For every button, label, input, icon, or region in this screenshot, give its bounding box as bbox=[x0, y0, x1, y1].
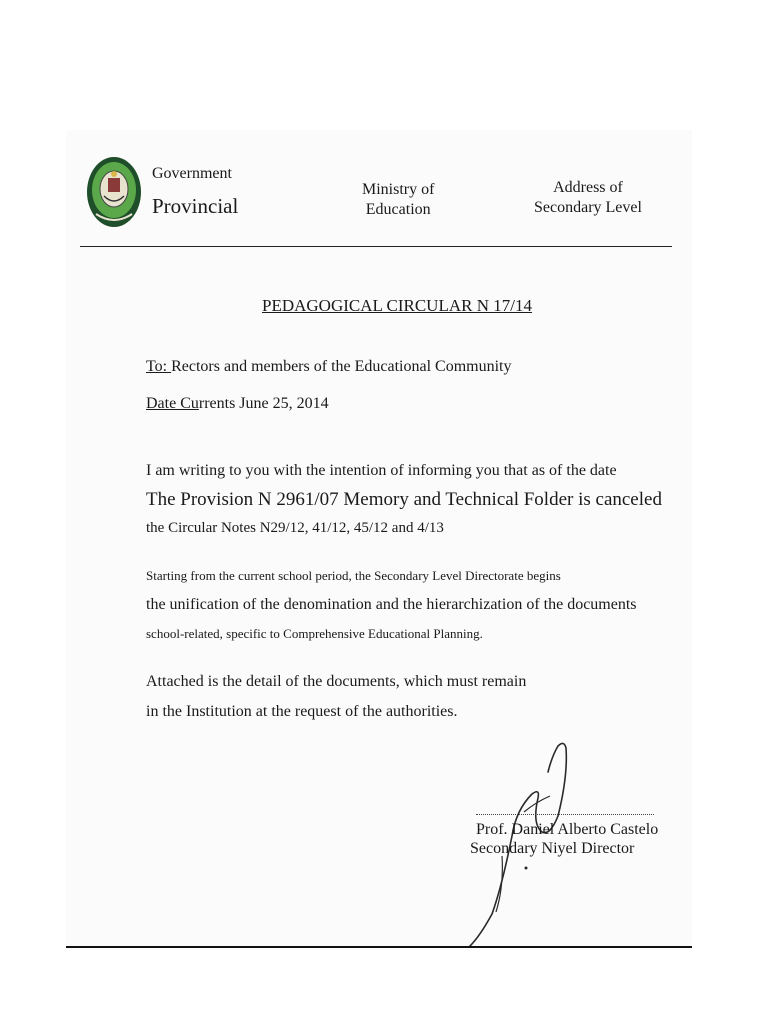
body-line-2: The Provision N 2961/07 Memory and Technical Folder is canceled bbox=[146, 489, 662, 510]
circular-title-text: PEDAGOGICAL CIRCULAR bbox=[262, 296, 473, 315]
circular-title bbox=[262, 296, 532, 316]
body-line-8: in the Institution at the request of the authorities. bbox=[146, 703, 458, 720]
body-line-4: Starting from the current school period, the Secondary Level Directorate begins bbox=[146, 568, 561, 583]
body-line-1: I am writing to you with the intention of informing you that as of the date bbox=[146, 462, 617, 479]
ministry-heading bbox=[362, 180, 434, 220]
header-divider bbox=[80, 246, 672, 247]
signatory-role: Secondary Niyel Director bbox=[470, 840, 635, 857]
body-line-5: the unification of the denomination and the hierarchization of the documents bbox=[146, 596, 637, 613]
signatory-name: Prof. Daniel Alberto Castelo bbox=[476, 821, 659, 838]
recipient-text: Rectors and members of the Educational Community bbox=[171, 358, 512, 375]
recipient-line bbox=[146, 358, 511, 376]
footer-divider bbox=[66, 946, 692, 948]
address-line1: Address of bbox=[553, 179, 623, 196]
body-line-7: Attached is the detail of the documents, which must remain bbox=[146, 673, 527, 690]
address-line2: Secondary Level bbox=[534, 199, 642, 216]
recipient-label: To: bbox=[146, 358, 172, 375]
provincial-label: Provincial bbox=[152, 194, 239, 218]
body-line-3: the Circular Notes N29/12, 41/12, 45/12 and 4/13 bbox=[146, 520, 444, 536]
government-label: Government bbox=[152, 165, 232, 182]
ministry-line2: Education bbox=[365, 201, 431, 218]
date-line bbox=[146, 395, 329, 413]
body-line-6: school-related, specific to Comprehensive Educational Planning. bbox=[146, 626, 483, 641]
date-label: Date Cu bbox=[146, 395, 199, 412]
ministry-line1: Ministry of bbox=[362, 181, 435, 198]
circular-number: N 17/14 bbox=[472, 296, 532, 315]
signature-dotted-line bbox=[476, 814, 654, 815]
address-heading bbox=[534, 178, 642, 218]
provincial-seal-icon bbox=[86, 156, 142, 228]
date-text: rrents June 25, 2014 bbox=[198, 395, 329, 412]
